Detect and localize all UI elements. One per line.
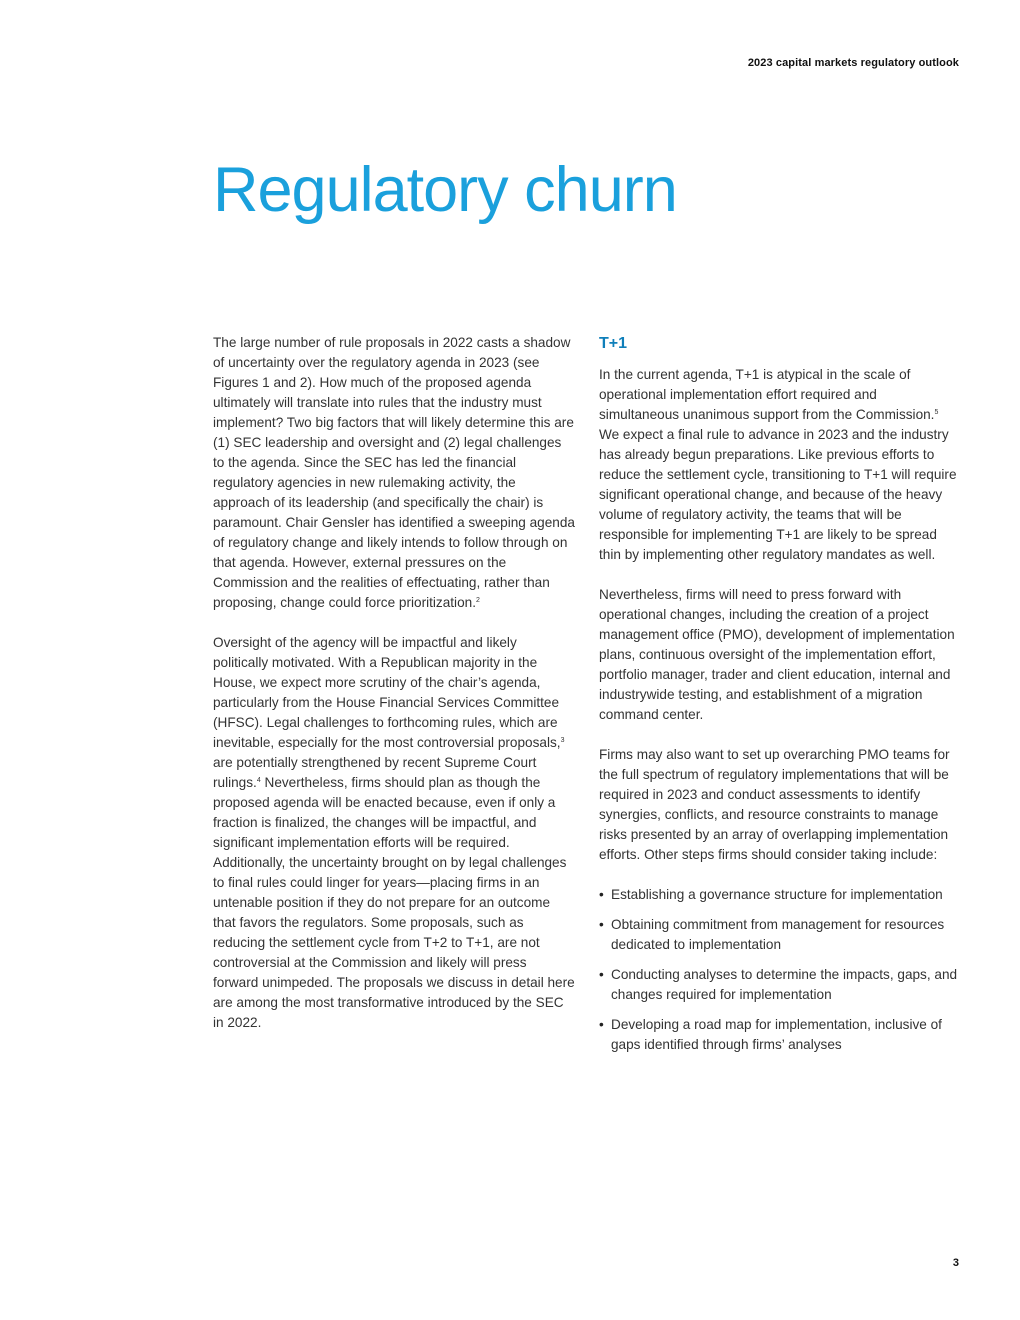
steps-list: [599, 885, 959, 1055]
footnote-ref-2[interactable]: 2: [475, 597, 480, 604]
t1-paragraph: In the current agenda, T+1 is atypical in the scale of operational implementation effort required and simultaneous unanimous support from the Commission.$^5$ We expect a final rule to advance in 2023 and the industry has already begun preparations. Like previous efforts to reduce the settlement cycle, transitioning to T+1 will require significant operational change, and because of the heavy volume of regulatory activity, the teams that will be responsible for implementing T+1 are likely to be spread thin by implementing other regulatory mandates as well.: [599, 367, 957, 562]
left-column: [213, 333, 575, 1053]
pmo-paragraph: Firms may also want to set up overarching PMO teams for the full spectrum of regulatory implementations that will be required in 2023 and conduct assessments to identify synergies, conflicts, and resource constraints to manage risks presented by an array of overlapping implementation efforts. Other steps firms should consider taking include:: [599, 747, 950, 862]
right-column: [599, 333, 959, 1065]
list-item: • Establishing a governance structure for implementation: [599, 885, 959, 905]
running-header: 2023 capital markets regulatory outlook: [747, 57, 959, 69]
section-heading-t1: T+1: [599, 335, 628, 352]
list-item: • Developing a road map for implementation, inclusive of gaps identified through firms’ analyses: [599, 1015, 959, 1055]
oversight-paragraph: Oversight of the agency will be impactful and likely politically motivated. With a Republican majority in the House, we expect more scrutiny of the chair’s agenda, particularly from the House Financial Services Committee (HFSC). Legal challenges to forthcoming rules, which are inevitable, especially for the most controversial proposals,$^3$ are potentially strengthened by recent Supreme Court rulings.$^4$ Nevertheless, firms should plan as though the proposed agenda will be enacted because, even if only a fraction is finalized, the changes will be impactful, and significant implementation efforts will be required. Additionally, the uncertainty brought on by legal challenges to final rules could linger for years—placing firms in an untenable position if they do not prepare for an outcome that favors the regulators. Some proposals, such as reducing the settlement cycle from T+2 to T+1, are not controversial at the Commission and likely will press forward unimpeded. The proposals we discuss in detail here are among the most transformative introduced by the SEC in 2022.: [213, 635, 575, 1030]
page-number: 3: [952, 1257, 959, 1269]
footnote-ref-5[interactable]: 5: [934, 409, 939, 416]
list-item: • Obtaining commitment from management for resources dedicated to implementation: [599, 915, 959, 955]
footnote-ref-4[interactable]: 4: [256, 777, 261, 784]
footnote-ref-3[interactable]: 3: [560, 737, 565, 744]
intro-paragraph: The large number of rule proposals in 2022 casts a shadow of uncertainty over the regulatory agenda in 2023 (see Figures 1 and 2). How much of the proposed agenda ultimately will translate into rules that the industry must implement? Two big factors that will likely determine this are (1) SEC leadership and oversight and (2) legal challenges to the agenda. Since the SEC has led the financial regulatory agencies in new rulemaking activity, the approach of its leadership (and specifically the chair) is paramount. Chair Gensler has identified a sweeping agenda of regulatory change and likely intends to follow through on that agenda. However, external pressures on the Commission and the realities of effectuating, rather than proposing, change could force prioritization.$^2$: [213, 335, 575, 610]
list-item: • Conducting analyses to determine the impacts, gaps, and changes required for implementation: [599, 965, 959, 1005]
operational-changes-paragraph: Nevertheless, firms will need to press forward with operational changes, including the creation of a project management office (PMO), development of implementation plans, continuous oversight of the implementation effort, portfolio manager, trader and client education, internal and industrywide testing, and establishment of a migration command center.: [599, 587, 955, 722]
page-title: Regulatory churn: [213, 155, 677, 225]
